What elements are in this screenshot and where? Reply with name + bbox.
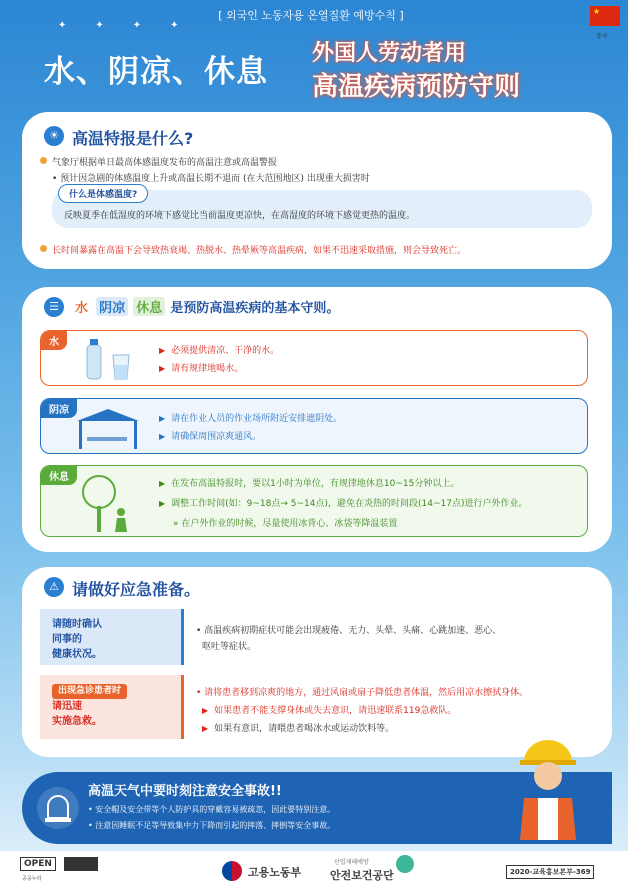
feels-like-text: 反映夏季在低湿度的环境下感觉比当前温度更凉快，在高湿度的环境下感觉更热的温度。 — [64, 211, 416, 221]
china-flag-icon — [590, 6, 620, 26]
arrow-icon: ▶ — [202, 724, 209, 733]
water-bottle-icon — [79, 337, 139, 381]
license-icons — [64, 857, 98, 871]
left-line: 同事的 — [52, 634, 82, 645]
water-line-2: ▶ 请有规律地喝水。 — [159, 364, 244, 374]
clipboard-icon: ☰ — [44, 297, 64, 317]
bullet-icon — [40, 245, 47, 252]
water-tag: 水 — [41, 331, 67, 350]
alert-line-2: • 注意因睡眠不足等导致集中力下降而引起的摔落、摔倒等安全事故。 — [88, 821, 336, 830]
footer — [0, 851, 628, 889]
shade-line-2: ▶ 请确保周围凉爽通风。 — [159, 432, 262, 442]
subtitle-line-2: 高温疾病预防守则 — [312, 72, 521, 102]
keyword-water: 水 — [75, 301, 89, 316]
open-license-sub: 공공누리 — [22, 876, 42, 882]
section-title: 请做好应急准备。 — [72, 580, 201, 599]
ministry-name: 고용노동부 — [248, 866, 302, 879]
arrow-icon: ▶ — [159, 346, 166, 355]
agency-name: 안전보건공단 — [330, 869, 394, 882]
title-rest: 是预防高温疾病的基本守则。 — [170, 301, 340, 316]
emergency-tag: 出现急诊患者时 — [52, 684, 127, 699]
document-code: 2020-교육홍보본부-369 — [506, 865, 594, 879]
shade-row — [40, 398, 588, 454]
heat-warning-card — [22, 112, 612, 269]
first-aid-line-2: ▶ 如果患者不能支撑身体或失去意识，请迅速联系119急救队。 — [202, 706, 457, 716]
section-title — [72, 297, 339, 316]
bullet-text: 气象厅根据单日最高体感温度发布的高温注意或高温警报 — [52, 158, 278, 168]
bullet-subtext: • 预计因急剧的体感温度上升或高温长期不退而 (在大范围地区) 出现重大损害时 — [52, 174, 370, 184]
feels-like-label: 什么是体感温度? — [58, 184, 148, 203]
subtitle-line-1: 外国人劳动者用 — [312, 41, 467, 66]
alert-line-1: • 安全帽及安全带等个人防护具的穿戴容易被疏忽，因此要特别注意。 — [88, 805, 336, 814]
rest-row — [40, 465, 588, 537]
safety-alert-bar — [22, 772, 612, 844]
rest-line-1: ▶ 在发布高温特报时，要以1小时为单位，有规律地休息10~15分钟以上。 — [159, 479, 460, 489]
keyword-rest: 休息 — [133, 297, 165, 316]
left-line: 请随时确认 — [52, 619, 102, 630]
check-colleagues-box — [40, 609, 184, 665]
shade-line-1: ▶ 请在作业人员的作业场所附近安排遮阴处。 — [159, 414, 343, 424]
alert-title: 高温天气中要时刻注意安全事故!! — [88, 784, 282, 799]
star-decoration: ✦✦✦✦ — [58, 20, 208, 31]
left-line: 请迅速 — [52, 701, 82, 712]
basic-rules-card — [22, 287, 612, 552]
main-title: 水、阴凉、休息 — [44, 54, 268, 90]
keyword-shade: 阴凉 — [96, 297, 128, 316]
arrow-icon: ▶ — [159, 414, 166, 423]
emergency-box — [40, 675, 184, 739]
agency-top: 산업재해예방 — [334, 859, 369, 866]
arrow-icon: ▶ — [159, 479, 166, 488]
left-line: 健康状况。 — [52, 649, 102, 660]
open-license-logo: OPEN — [20, 857, 56, 871]
flag-label: 중국 — [596, 33, 608, 40]
arrow-icon: ▶ — [159, 432, 166, 441]
top-banner: [ 외국인 노동자용 온열질환 예방수칙 ] — [218, 9, 404, 22]
symptoms-line-1: • 高温疾病初期症状可能会出现疲倦、无力、头晕、头痛、心跳加速、恶心、 — [196, 626, 502, 636]
symptoms-line-2: 呕吐等症状。 — [202, 642, 257, 652]
rest-tag: 休息 — [41, 466, 77, 485]
rest-line-2: ▶ 调整工作时间(如：9~18点→ 5~14点)，避免在炎热的时间段(14~17点)进行户外作业。 — [159, 499, 528, 509]
arrow-icon: ▶ — [159, 499, 166, 508]
rest-line-3: » 在户外作业的时候，尽量使用冰背心、冰袋等降温装置 — [173, 519, 398, 529]
water-line-1: ▶ 必须提供清凉、干净的水。 — [159, 346, 280, 356]
emergency-card — [22, 567, 612, 757]
siren-light-icon — [36, 786, 80, 830]
tree-rest-icon — [77, 472, 141, 534]
arrow-icon: ▶ — [202, 706, 209, 715]
agency-logo-icon — [396, 855, 414, 873]
feels-like-box — [52, 190, 592, 228]
warning-text: 长时间暴露在高温下会导致热衰竭、热脱水、热晕厥等高温疾病，如果不迅速采取措施，则会导致死亡。 — [52, 246, 467, 256]
first-aid-line-1: • 请将患者移到凉爽的地方，通过风扇或扇子降低患者体温，然后用凉水擦拭身体。 — [196, 688, 529, 698]
shade-tent-icon — [73, 407, 143, 451]
shade-tag: 阴凉 — [41, 399, 77, 418]
worker-illustration — [502, 736, 592, 840]
ministry-emblem-icon — [222, 861, 242, 881]
first-aid-line-3: ▶ 如果有意识，请喂患者喝冰水或运动饮料等。 — [202, 724, 395, 734]
sun-icon: ☀ — [44, 126, 64, 146]
siren-icon: ⚠ — [44, 577, 64, 597]
arrow-icon: ▶ — [159, 364, 166, 373]
left-line: 实施急救。 — [52, 716, 102, 727]
section-title: 高温特报是什么? — [72, 129, 194, 148]
water-row — [40, 330, 588, 386]
bullet-icon — [40, 157, 47, 164]
